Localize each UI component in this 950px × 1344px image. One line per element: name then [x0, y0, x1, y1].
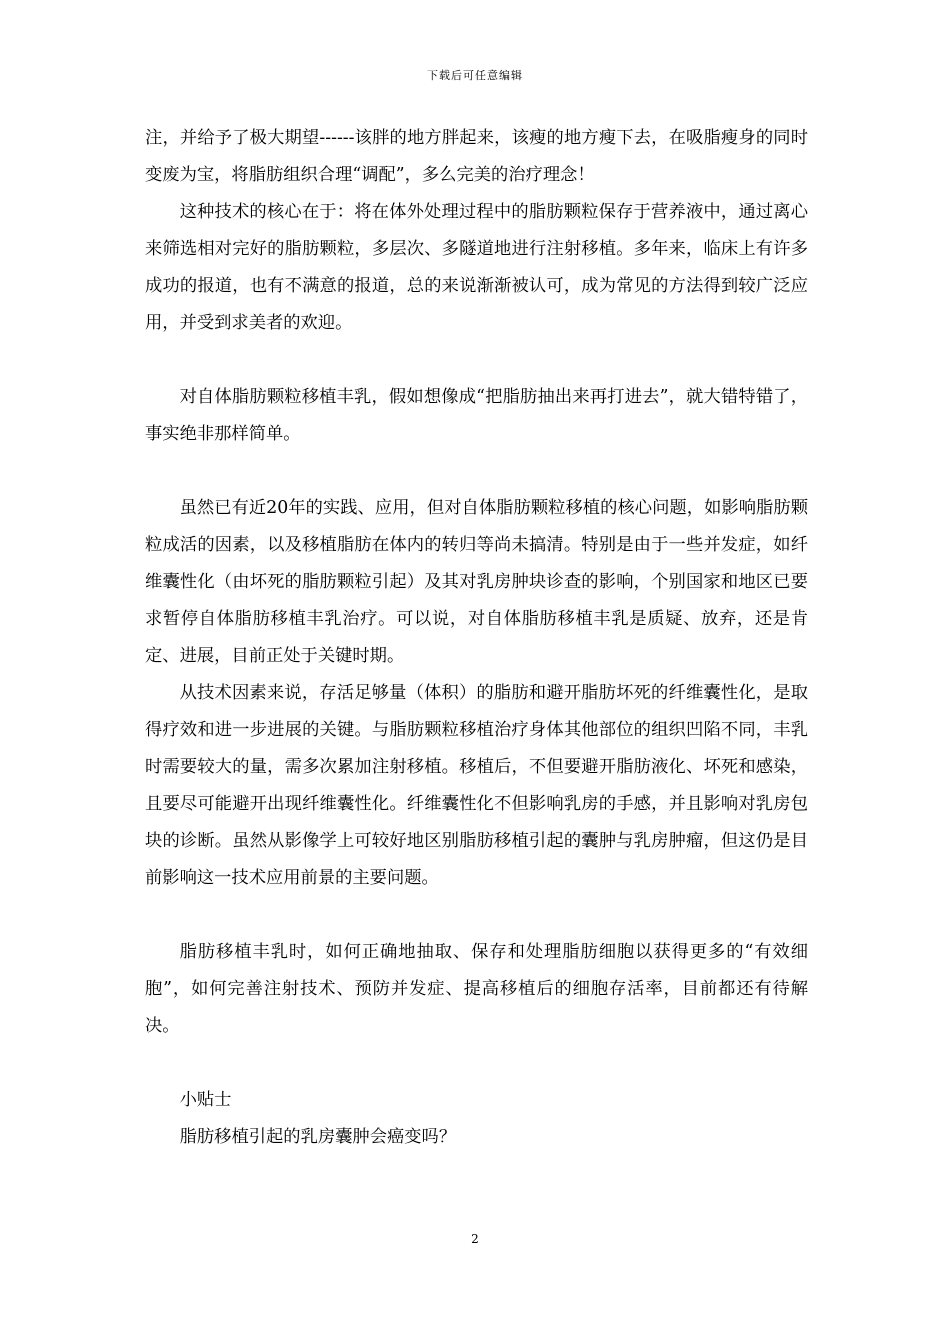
blank-line [145, 897, 808, 934]
blank-line [145, 453, 808, 490]
paragraph-1: 注，并给予了极大期望------该胖的地方胖起来，该瘦的地方瘦下去，在吸脂瘦身的同时变废为宝，将脂肪组织合理“调配”，多么完美的治疗理念！ [145, 128, 808, 185]
page-header: 下载后可任意编辑 [427, 69, 523, 82]
paragraph-4: 虽然已有近20年的实践、应用，但对自体脂肪颗粒移植的核心问题，如影响脂肪颗粒成活的因素，以及移植脂肪在体内的转归等尚未搞清。特别是由于一些并发症，如纤维囊性化（由坏死的脂肪颗粒引起）及其对乳房肿块诊查的影响，个别国家和地区已要求暂停自体脂肪移植丰乳治疗。可以说，对自体脂肪移植丰乳是质疑、放弃，还是肯定、进展，目前正处于关键时期。 [145, 498, 808, 666]
paragraph-5: 从技术因素来说，存活足够量（体积）的脂肪和避开脂肪坏死的纤维囊性化，是取得疗效和进一步进展的关键。与脂肪颗粒移植治疗身体其他部位的组织凹陷不同，丰乳时需要较大的量，需多次累加注射移植。移植后，不但要避开脂肪液化、坏死和感染，且要尽可能避开出现纤维囊性化。纤维囊性化不但影响乳房的手感，并且影响对乳房包块的诊断。虽然从影像学上可较好地区别脂肪移植引起的囊肿与乳房肿瘤，但这仍是目前影响这一技术应用前景的主要问题。 [145, 683, 808, 888]
paragraph-3: 对自体脂肪颗粒移植丰乳，假如想像成“把脂肪抽出来再打进去”，就大错特错了，事实绝非那样简单。 [145, 387, 808, 444]
page-number: 2 [471, 1232, 479, 1246]
tip-question: 脂肪移植引起的乳房囊肿会癌变吗？ [179, 1127, 457, 1147]
paragraph-6: 脂肪移植丰乳时，如何正确地抽取、保存和处理脂肪细胞以获得更多的“有效细胞”，如何完善注射技术、预防并发症、提高移植后的细胞存活率，目前都还有待解决。 [145, 942, 808, 1036]
blank-line [145, 1045, 808, 1082]
blank-line [145, 342, 808, 379]
paragraph-2: 这种技术的核心在于：将在体外处理过程中的脂肪颗粒保存于营养液中，通过离心来筛选相对完好的脂肪颗粒，多层次、多隧道地进行注射移植。多年来，临床上有许多成功的报道，也有不满意的报道，总的来说渐渐被认可，成为常见的方法得到较广泛应用，并受到求美者的欢迎。 [145, 202, 808, 333]
tip-title: 小贴士 [179, 1090, 232, 1110]
document-body [145, 120, 808, 1156]
